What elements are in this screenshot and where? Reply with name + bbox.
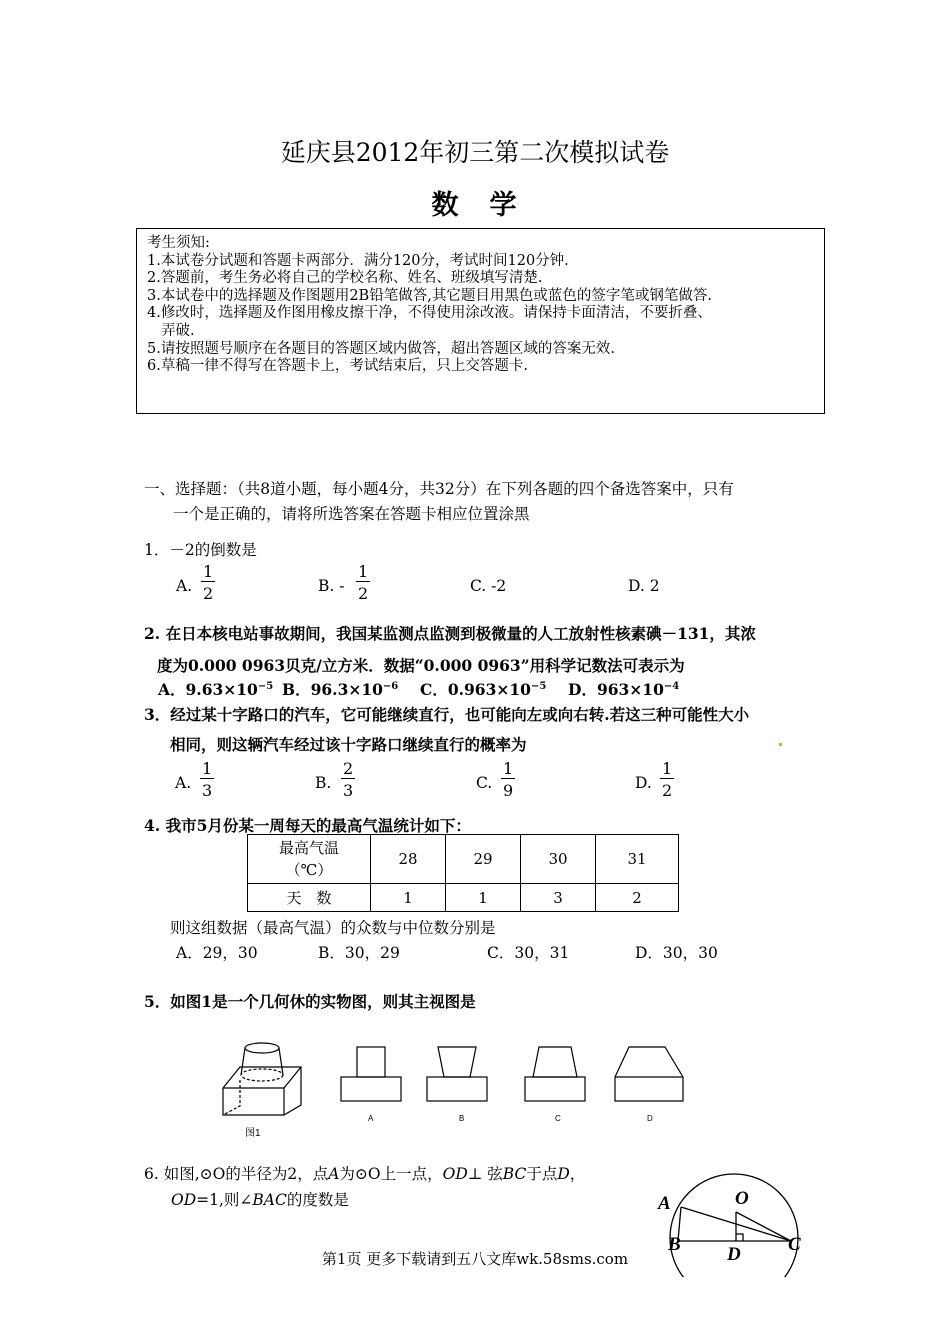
q1-option-d: D. 2 [628,577,660,595]
fig-label-a: A [368,1114,374,1123]
notice-box [136,228,825,414]
q4-option-a: A．29，30 [176,944,258,962]
option-c-figure [525,1047,585,1101]
solid-figure [223,1043,301,1115]
notice-item: 6.草稿一律不得写在答题卡上，考试结束后，只上交答题卡. [147,358,528,375]
q2-line1: 2. 在日本核电站事故期间，我国某监测点监测到极微量的人工放射性核素碘－131，其浓 [144,624,756,643]
stray-dot [779,743,782,746]
table-cell: 31 [596,835,679,884]
fig-label-c: C [555,1114,561,1123]
table-cell: 2 [596,884,679,912]
q2-option-d: D．$963\times 10^{-4}$ [568,680,680,699]
option-d-figure [615,1047,683,1101]
q1-option-b: B. - [318,577,345,595]
point-c-label: C [788,1234,801,1255]
table-header-cell: 天 数 [248,884,371,912]
q3-b-fraction: $\frac{2}{3}$ [343,759,354,800]
q3-line1: 3．经过某十字路口的汽车，它可能继续直行，也可能向左或向右转.若这三种可能性大小 [144,705,750,724]
q3-c-fraction: $\frac{1}{9}$ [503,759,514,800]
q5-stem: 5．如图1是一个几何休的实物图，则其主视图是 [144,992,476,1011]
notice-item: 4.修改时，选择题及作图用橡皮擦干净，不得使用涂改液。请保持卡面清洁，不要折叠、 [147,305,712,322]
q4-stem: 4. 我市5月份某一周每天的最高气温统计如下： [144,816,471,835]
q1-stem: 1．－2的倒数是 [144,541,257,559]
table-row [248,835,679,884]
q1-option-a: A. [176,577,193,595]
q4-question: 则这组数据（最高气温）的众数与中位数分别是 [170,919,496,937]
q3-option-a: A. [175,774,192,792]
notice-item: 1.本试卷分试题和答题卡两部分．满分120分，考试时间120分钟. [147,252,569,269]
fig-label-b: B [459,1114,465,1123]
q4-option-c: C．30，31 [487,944,570,962]
q2-option-b: B．$96.3\times 10^{-6}$ [282,680,399,699]
q3-option-d: D. [635,774,652,792]
q2-option-c: C．$0.963\times 10^{-5}$ [420,680,547,699]
notice-item: 2.答题前，考生务必将自己的学校名称、姓名、班级填写清楚. [147,270,543,287]
q6-line2: OD=1,则∠BAC的度数是 [171,1191,349,1209]
q1-b-fraction: $\frac{1}{2}$ [358,562,369,603]
q3-option-b: B. [315,774,332,792]
q1-a-fraction: $\frac{1}{2}$ [203,562,214,603]
table-cell: 1 [371,884,446,912]
option-b-figure [427,1047,487,1101]
notice-item: 弄破. [161,322,195,339]
point-d-label: D [727,1244,741,1265]
table-cell: 30 [521,835,596,884]
right-angle-mark [736,1234,743,1241]
q2-line2: 度为0.000 0963贝克/立方米．数据“0.000 0963”用科学记数法可表示为 [157,656,685,675]
point-a-label: A [658,1193,671,1214]
table-cell: 28 [371,835,446,884]
page-footer: 第1页 更多下载请到五八文库wk.58sms.com [321,1250,629,1268]
q3-d-fraction: $\frac{1}{2}$ [662,759,673,800]
notice-item: 5.请按照题号顺序在各题目的答题区域内做答，超出答题区域的答案无效. [147,340,615,357]
section-heading: 一、选择题：（共8道小题，每小题4分，共32分）在下列各题的四个备选答案中，只有 [144,480,734,498]
table-cell: 1 [446,884,521,912]
q3-a-fraction: $\frac{1}{3}$ [202,759,213,800]
point-b-label: B [668,1234,681,1255]
notice-heading: 考生须知: [147,235,210,251]
q4-option-d: D．30，30 [635,944,718,962]
notice-item: 3.本试卷中的选择题及作图题用2B铅笔做答,其它题目用黑色或蓝色的签字笔或钢笔做答. [147,287,712,304]
point-o-label: O [735,1188,749,1209]
q3-line2: 相同，则这辆汽车经过该十字路口继续直行的概率为 [170,735,527,754]
table-row [248,884,679,912]
table-cell: 3 [521,884,596,912]
exam-subject: 数 学 [431,190,519,221]
q6-line1: 6. 如图,⊙O的半径为2，点A为⊙O上一点，OD⊥ 弦BC于点D， [144,1165,586,1183]
option-a-figure [341,1047,401,1101]
q2-option-a: A．$9.63\times 10^{-5}$ [158,680,274,699]
q4-option-b: B．30，29 [318,944,400,962]
q3-option-c: C. [476,774,493,792]
fig-label-d: D [647,1114,653,1123]
exam-title: 延庆县2012年初三第二次模拟试卷 [280,138,670,167]
temperature-table [247,834,679,912]
q1-option-c: C. -2 [470,577,507,595]
section-heading-line2: 一个是正确的，请将所选答案在答题卡相应位置涂黑 [173,505,530,523]
table-cell: 29 [446,835,521,884]
q5-figures [215,1035,695,1145]
table-header-cell: 最高气温 （℃） [248,835,371,884]
fig1-caption: 图1 [245,1128,261,1139]
